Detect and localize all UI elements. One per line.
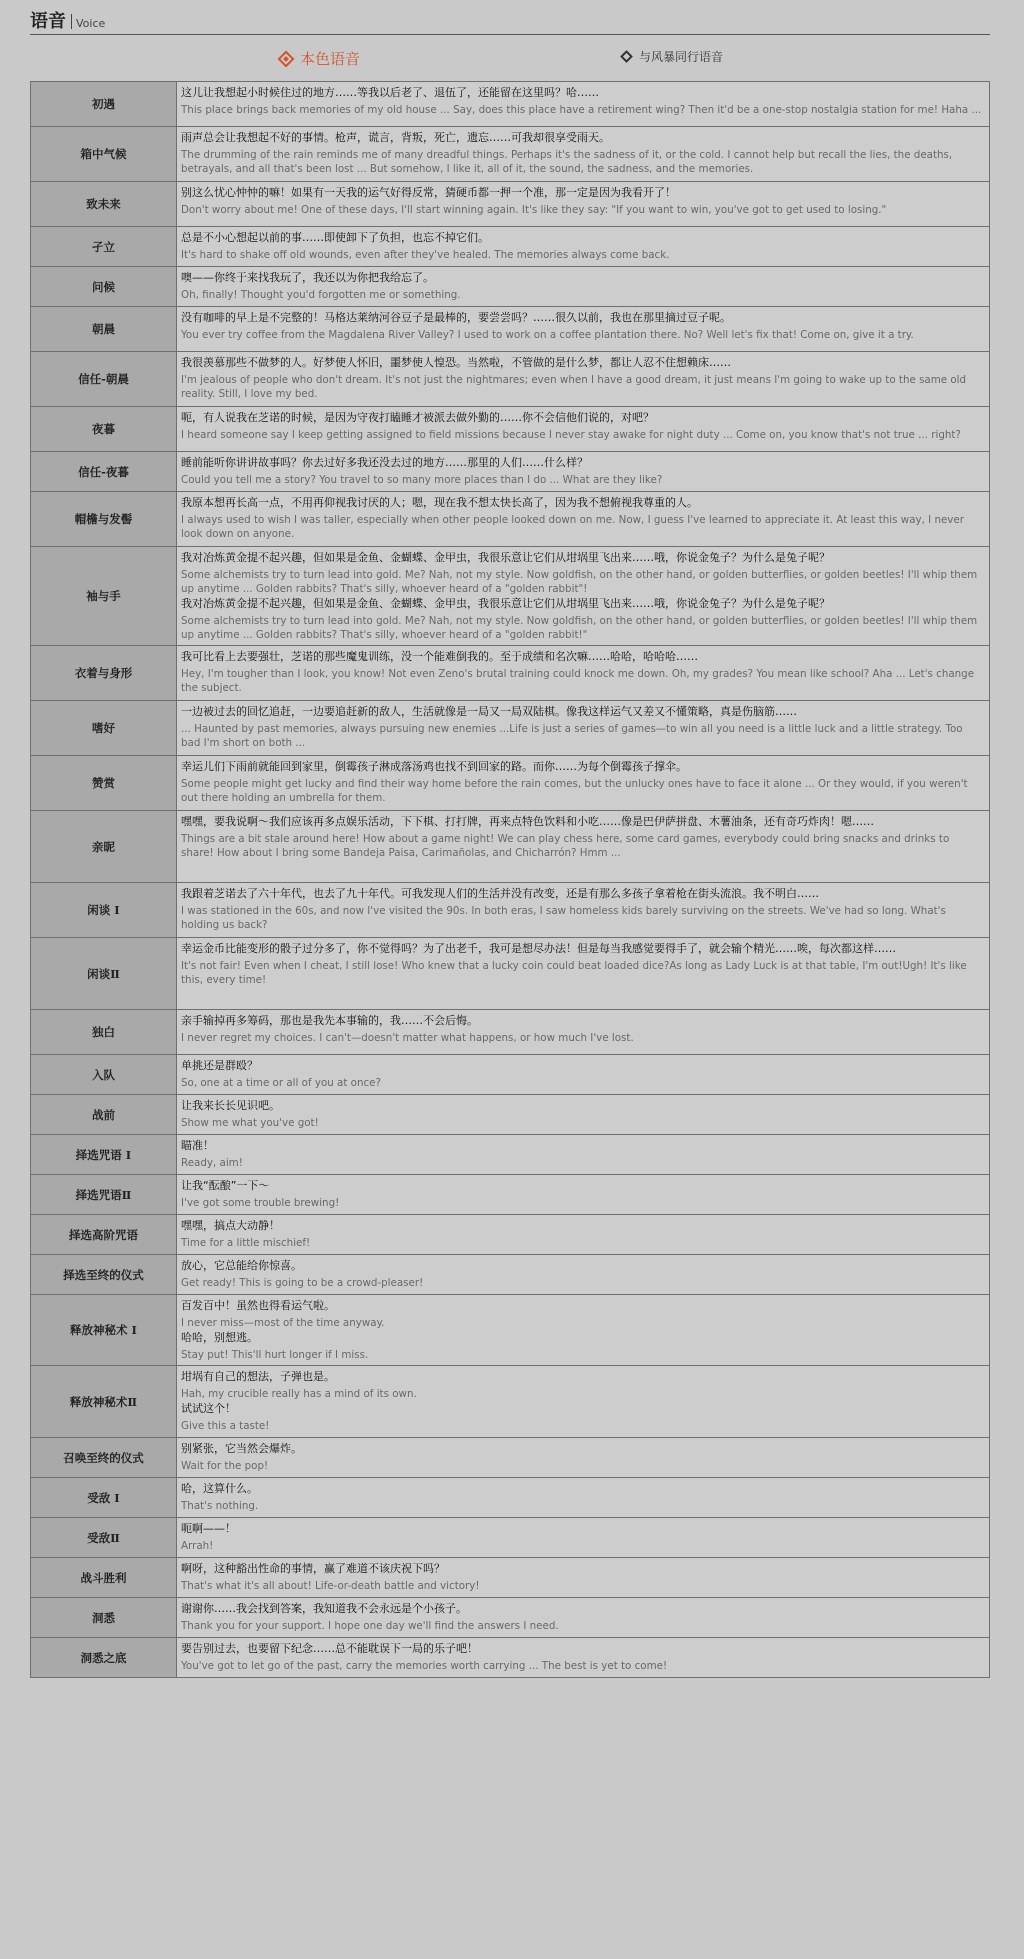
voice-line-segment	[181, 185, 985, 217]
voice-line-title: 袖与手	[31, 547, 177, 646]
voice-line-text	[177, 352, 990, 407]
voice-line-title: 释放神秘术 I	[31, 1295, 177, 1366]
voice-line-title: 朝晨	[31, 307, 177, 352]
english-line: Give this a taste!	[181, 1420, 270, 1432]
voice-line-segment	[181, 1601, 985, 1633]
chinese-line: 一边被过去的回忆追赶，一边要追赶新的敌人，生活就像是一局又一局双陆棋。像我这样运气又差又不懂策略，真是伤脑筋……	[181, 705, 797, 718]
english-line: This place brings back memories of my old house ... Say, does this place have a retirement wing? Then it'd be a one-stop nostalgia station for me! Haha ...	[181, 104, 982, 116]
voice-line-title: 孑立	[31, 227, 177, 267]
english-line: I never regret my choices. I can't—doesn't matter what happens, or how much I've lost.	[181, 1032, 634, 1044]
english-line: I'm jealous of people who don't dream. It's not just the nightmares; even when I have a good dream, it just means I'm going to wake up to the same old reality. Still, I love my bed.	[181, 374, 967, 400]
chinese-line: 谢谢你……我会找到答案，我知道我不会永远是个小孩子。	[181, 1602, 467, 1615]
voice-line-title: 致未来	[31, 182, 177, 227]
english-line: Some people might get lucky and find their way home before the rain comes, but the unlucky ones have to face it alone ... Or they would, if you weren't out there holding an umbrella for them.	[181, 778, 968, 804]
voice-line-text	[177, 1095, 990, 1135]
voice-line-segment	[181, 759, 985, 805]
english-line: Get ready! This is going to be a crowd-pleaser!	[181, 1277, 424, 1289]
table-row	[31, 452, 990, 492]
english-line: Could you tell me a story? You travel to so many more places than I do ... What are they like?	[181, 474, 663, 486]
voice-line-segment	[181, 455, 985, 487]
voice-line-title: 箱中气候	[31, 127, 177, 182]
voice-line-title: 衣着与身形	[31, 646, 177, 701]
voice-line-segment	[181, 130, 985, 176]
voice-line-segment	[181, 310, 985, 342]
voice-line-segment	[181, 1369, 985, 1401]
voice-line-text	[177, 227, 990, 267]
tab-label: 与风暴同行语音	[639, 50, 724, 64]
voice-line-text	[177, 452, 990, 492]
english-line: I always used to wish I was taller, especially when other people looked down on me. Now, I guess I've learned to appreciate it. At least this way, I never look down on anyone.	[181, 514, 964, 540]
english-line: Don't worry about me! One of these days, I'll start winning again. It's like they say: "If you want to win, you've got to get used to losing."	[181, 204, 887, 216]
voice-line-title: 夜暮	[31, 407, 177, 452]
chinese-line: 亲手输掉再多筹码，那也是我先本事输的，我……不会后悔。	[181, 1014, 478, 1027]
voice-line-text	[177, 1366, 990, 1438]
voice-line-text	[177, 1175, 990, 1215]
chinese-line: 瞄准！	[181, 1139, 214, 1152]
voice-line-title: 独白	[31, 1010, 177, 1055]
chinese-line: 坩埚有自己的想法，子弹也是。	[181, 1370, 335, 1383]
tab-original-voice[interactable]	[280, 48, 360, 69]
chinese-line: 嘿嘿，要我说啊～我们应该再多点娱乐活动，下下棋、打打牌，再来点特色饮料和小吃……像是巴伊萨拼盘、木薯油条，还有奇巧炸肉！嗯……	[181, 815, 874, 828]
voice-line-title: 受敌 I	[31, 1478, 177, 1518]
table-row	[31, 492, 990, 547]
voice-line-title: 信任-夜暮	[31, 452, 177, 492]
voice-line-segment	[181, 941, 985, 987]
section-header	[30, 0, 990, 35]
table-row	[31, 811, 990, 883]
chinese-line: 哈哈，别想逃。	[181, 1331, 258, 1344]
voice-line-text	[177, 492, 990, 547]
voice-line-text	[177, 938, 990, 1010]
chinese-line: 试试这个！	[181, 1402, 236, 1415]
voice-line-segment	[181, 1138, 985, 1170]
table-row	[31, 756, 990, 811]
voice-line-text	[177, 1055, 990, 1095]
english-line: That's what it's all about! Life-or-death battle and victory!	[181, 1580, 480, 1592]
chinese-line: 幸运金币比能变形的骰子过分多了，你不觉得吗？为了出老千，我可是想尽办法！但是每当我感觉要得手了，就会输个精光……唉，每次都这样……	[181, 942, 896, 955]
voice-line-segment	[181, 596, 985, 642]
english-line: Thank you for your support. I hope one day we'll find the answers I need.	[181, 1620, 559, 1632]
english-line: Some alchemists try to turn lead into gold. Me? Nah, not my style. Now goldfish, on the other hand, or golden butterflies, or golden beetles! I'll whip them up anytime ... Golden rabbits? That's silly, whoever heard of a "golden rabbit!"	[181, 615, 978, 641]
voice-line-segment	[181, 550, 985, 596]
table-row	[31, 547, 990, 646]
title-divider	[71, 14, 72, 29]
voice-line-text	[177, 883, 990, 938]
table-row	[31, 646, 990, 701]
english-line: Stay put! This'll hurt longer if I miss.	[181, 1349, 369, 1361]
chinese-line: 我可比看上去要强壮，芝诺的那些魔鬼训练，没一个能难倒我的。至于成绩和名次嘛……哈哈，哈哈哈……	[181, 650, 698, 663]
voice-line-title: 择选至终的仪式	[31, 1255, 177, 1295]
english-line: Oh, finally! Thought you'd forgotten me or something.	[181, 289, 461, 301]
voice-line-title: 帽檐与发髻	[31, 492, 177, 547]
table-row	[31, 267, 990, 307]
voice-line-segment	[181, 1178, 985, 1210]
voice-line-title: 召唤至终的仪式	[31, 1438, 177, 1478]
chinese-line: 我跟着芝诺去了六十年代，也去了九十年代。可我发现人们的生活并没有改变，还是有那么多孩子拿着枪在街头流浪。我不明白……	[181, 887, 819, 900]
english-line: Ready, aim!	[181, 1157, 243, 1169]
voice-line-title: 战斗胜利	[31, 1558, 177, 1598]
english-line: You've got to let go of the past, carry the memories worth carrying ... The best is yet to come!	[181, 1660, 668, 1672]
voice-line-segment	[181, 1481, 985, 1513]
voice-line-segment	[181, 355, 985, 401]
page-subtitle: Voice	[76, 17, 106, 30]
english-line: Hey, I'm tougher than I look, you know! Not even Zeno's brutal training could knock me down. Oh, my grades? You mean like school? Aha ... Let's change the subject.	[181, 668, 975, 694]
voice-line-title: 闲谈Ⅱ	[31, 938, 177, 1010]
voice-line-segment	[181, 704, 985, 750]
english-line: I was stationed in the 60s, and now I've visited the 90s. In both eras, I saw homeless kids barely surviving on the streets. We've had so long. What's holding us back?	[181, 905, 946, 931]
table-row	[31, 352, 990, 407]
table-row	[31, 1598, 990, 1638]
chinese-line: 总是不小心想起以前的事……即使卸下了负担，也忘不掉它们。	[181, 231, 489, 244]
tab-label: 本色语音	[300, 50, 361, 68]
diamond-icon	[278, 50, 295, 67]
voice-line-text	[177, 1010, 990, 1055]
voice-line-title: 战前	[31, 1095, 177, 1135]
voice-line-segment	[181, 1330, 985, 1362]
english-line: Some alchemists try to turn lead into gold. Me? Nah, not my style. Now goldfish, on the other hand, or golden butterflies, or golden beetles! I'll whip them up anytime ... Golden rabbits? That's silly, whoever heard of a "golden rabbit"!	[181, 569, 978, 595]
voice-line-text	[177, 1478, 990, 1518]
english-line: Hah, my crucible really has a mind of its own.	[181, 1388, 417, 1400]
voice-line-segment	[181, 886, 985, 932]
chinese-line: 睡前能听你讲讲故事吗？你去过好多我还没去过的地方……那里的人们……什么样？	[181, 456, 588, 469]
voice-line-segment	[181, 1641, 985, 1673]
voice-line-segment	[181, 814, 985, 860]
chinese-line: 让我“酝酿”一下～	[181, 1179, 270, 1192]
table-row	[31, 1135, 990, 1175]
voice-table	[30, 81, 990, 1678]
chinese-line: 我对冶炼黄金提不起兴趣，但如果是金鱼、金蝴蝶、金甲虫，我很乐意让它们从坩埚里飞出来……哦，你说金兔子？为什么是兔子呢？	[181, 551, 830, 564]
voice-line-title: 信任-朝晨	[31, 352, 177, 407]
voice-line-segment	[181, 1441, 985, 1473]
english-line: I never miss—most of the time anyway.	[181, 1317, 385, 1329]
voice-line-text	[177, 811, 990, 883]
english-line: I've got some trouble brewing!	[181, 1197, 340, 1209]
voice-line-segment	[181, 649, 985, 695]
english-line: You ever try coffee from the Magdalena River Valley? I used to work on a coffee plantation there. No? Well let's fix that! Come on, give it a try.	[181, 329, 914, 341]
english-line: Time for a little mischief!	[181, 1237, 311, 1249]
chinese-line: 别这么忧心忡忡的嘛！如果有一天我的运气好得反常，猜硬币都一押一个准，那一定是因为我看开了！	[181, 186, 676, 199]
table-row	[31, 1215, 990, 1255]
english-line: It's not fair! Even when I cheat, I still lose! Who knew that a lucky coin could beat loaded dice?As long as Lady Luck is at that table, I'm out!Ugh! It's like this, every time!	[181, 960, 967, 986]
diamond-icon	[620, 50, 633, 63]
voice-line-text	[177, 1135, 990, 1175]
voice-line-segment	[181, 1521, 985, 1553]
english-line: Wait for the pop!	[181, 1460, 269, 1472]
chinese-line: 嘿嘿，搞点大动静！	[181, 1219, 280, 1232]
chinese-line: 噢——你终于来找我玩了，我还以为你把我给忘了。	[181, 271, 434, 284]
voice-line-segment	[181, 270, 985, 302]
table-row	[31, 1638, 990, 1678]
table-row	[31, 127, 990, 182]
voice-line-text	[177, 646, 990, 701]
voice-line-title: 洞悉	[31, 1598, 177, 1638]
chinese-line: 我原本想再长高一点，不用再仰视我讨厌的人；嗯，现在我不想太快长高了，因为我不想俯视我尊重的人。	[181, 496, 698, 509]
voice-line-segment	[181, 85, 985, 117]
chinese-line: 幸运儿们下雨前就能回到家里，倒霉孩子淋成落汤鸡也找不到回家的路。而你……为每个倒霉孩子撑伞。	[181, 760, 687, 773]
voice-line-text	[177, 1598, 990, 1638]
voice-line-text	[177, 407, 990, 452]
voice-line-segment	[181, 1218, 985, 1250]
chinese-line: 这儿让我想起小时候住过的地方……等我以后老了、退伍了，还能留在这里吗？哈……	[181, 86, 599, 99]
chinese-line: 要告别过去，也要留下纪念……总不能耽误下一局的乐子吧！	[181, 1642, 478, 1655]
voice-line-segment	[181, 1098, 985, 1130]
chinese-line: 我对冶炼黄金提不起兴趣，但如果是金鱼、金蝴蝶、金甲虫，我很乐意让它们从坩埚里飞出来……哦，你说金兔子？为什么是兔子呢？	[181, 597, 830, 610]
page	[30, 0, 990, 1672]
voice-line-text	[177, 756, 990, 811]
table-row	[31, 407, 990, 452]
voice-line-title: 亲昵	[31, 811, 177, 883]
table-row	[31, 307, 990, 352]
table-row	[31, 1095, 990, 1135]
voice-line-segment	[181, 410, 985, 442]
voice-line-title: 择选咒语Ⅱ	[31, 1175, 177, 1215]
voice-line-title: 释放神秘术Ⅱ	[31, 1366, 177, 1438]
voice-line-text	[177, 1558, 990, 1598]
table-row	[31, 1255, 990, 1295]
chinese-line: 让我来长长见识吧。	[181, 1099, 280, 1112]
english-line: So, one at a time or all of you at once?	[181, 1077, 381, 1089]
english-line: Show me what you've got!	[181, 1117, 319, 1129]
voice-line-segment	[181, 1401, 985, 1433]
voice-line-segment	[181, 495, 985, 541]
chinese-line: 别紧张，它当然会爆炸。	[181, 1442, 302, 1455]
voice-tabs	[30, 35, 990, 81]
chinese-line: 呃，有人说我在芝诺的时候，是因为守夜打瞌睡才被派去做外勤的……你不会信他们说的，对吧？	[181, 411, 654, 424]
voice-line-segment	[181, 1258, 985, 1290]
voice-line-text	[177, 307, 990, 352]
voice-line-text	[177, 1638, 990, 1678]
chinese-line: 放心，它总能给你惊喜。	[181, 1259, 302, 1272]
english-line: The drumming of the rain reminds me of many dreadful things. Perhaps it's the sadness of it, or the cold. I cannot help but recall the lies, the deaths, betrayals, and all that's been lost ... But somehow, I like it, all of it, the sound, the sadness, and the memories.	[181, 149, 953, 175]
english-line: It's hard to shake off old wounds, even after they've healed. The memories always come back.	[181, 249, 670, 261]
table-row	[31, 1055, 990, 1095]
table-row	[31, 701, 990, 756]
voice-line-segment	[181, 1013, 985, 1045]
voice-line-title: 洞悉之底	[31, 1638, 177, 1678]
voice-line-title: 闲谈 I	[31, 883, 177, 938]
voice-line-title: 择选高阶咒语	[31, 1215, 177, 1255]
voice-line-text	[177, 127, 990, 182]
voice-line-text	[177, 267, 990, 307]
chinese-line: 百发百中！虽然也得看运气啦。	[181, 1299, 335, 1312]
voice-line-text	[177, 82, 990, 127]
voice-line-segment	[181, 1058, 985, 1090]
voice-line-segment	[181, 230, 985, 262]
english-line: Arrah!	[181, 1540, 214, 1552]
table-row	[31, 1478, 990, 1518]
chinese-line: 没有咖啡的早上是不完整的！马格达莱纳河谷豆子是最棒的，要尝尝吗？……很久以前，我也在那里摘过豆子呢。	[181, 311, 731, 324]
voice-line-text	[177, 1255, 990, 1295]
english-line: Things are a bit stale around here! How about a game night! We can play chess here, some card games, everybody could bring snacks and drinks to share! How about I bring some Bandeja Paisa, Carimañolas, and Chicharrón? Hmm ...	[181, 833, 950, 859]
chinese-line: 哈，这算什么。	[181, 1482, 258, 1495]
english-line: That's nothing.	[181, 1500, 259, 1512]
table-row	[31, 1010, 990, 1055]
table-row	[31, 1175, 990, 1215]
english-line: I heard someone say I keep getting assigned to field missions because I never stay awake for night duty ... Come on, you know that's not true ... right?	[181, 429, 961, 441]
voice-line-title: 受敌Ⅱ	[31, 1518, 177, 1558]
chinese-line: 雨声总会让我想起不好的事情。枪声，谎言，背叛，死亡，遗忘……可我却很享受雨天。	[181, 131, 610, 144]
voice-line-title: 嗜好	[31, 701, 177, 756]
voice-line-text	[177, 1215, 990, 1255]
table-row	[31, 1518, 990, 1558]
table-row	[31, 938, 990, 1010]
voice-line-segment	[181, 1298, 985, 1330]
voice-line-title: 入队	[31, 1055, 177, 1095]
voice-line-text	[177, 182, 990, 227]
chinese-line: 单挑还是群殴？	[181, 1059, 258, 1072]
voice-line-title: 赞赏	[31, 756, 177, 811]
table-row	[31, 1438, 990, 1478]
chinese-line: 我很羡慕那些不做梦的人。好梦使人怀旧，噩梦使人惶恐。当然啦，不管做的是什么梦，都让人忍不住想赖床……	[181, 356, 731, 369]
table-row	[31, 883, 990, 938]
table-row	[31, 182, 990, 227]
english-line: ... Haunted by past memories, always pursuing new enemies ...Life is just a series of games—to win all you need is a little luck and a little strategy. Too bad I'm short on both ...	[181, 723, 963, 749]
voice-line-text	[177, 1295, 990, 1366]
table-row	[31, 82, 990, 127]
chinese-line: 啊呀，这种豁出性命的事情，赢了难道不该庆祝下吗？	[181, 1562, 445, 1575]
tab-storm-voice[interactable]	[622, 48, 723, 65]
voice-line-title: 择选咒语 I	[31, 1135, 177, 1175]
voice-line-title: 初遇	[31, 82, 177, 127]
page-title: 语音	[30, 11, 66, 32]
voice-line-text	[177, 701, 990, 756]
voice-line-segment	[181, 1561, 985, 1593]
table-row	[31, 1558, 990, 1598]
voice-line-text	[177, 547, 990, 646]
voice-line-title: 问候	[31, 267, 177, 307]
table-row	[31, 227, 990, 267]
chinese-line: 呃啊——！	[181, 1522, 236, 1535]
table-row	[31, 1366, 990, 1438]
voice-line-text	[177, 1438, 990, 1478]
table-row	[31, 1295, 990, 1366]
voice-line-text	[177, 1518, 990, 1558]
